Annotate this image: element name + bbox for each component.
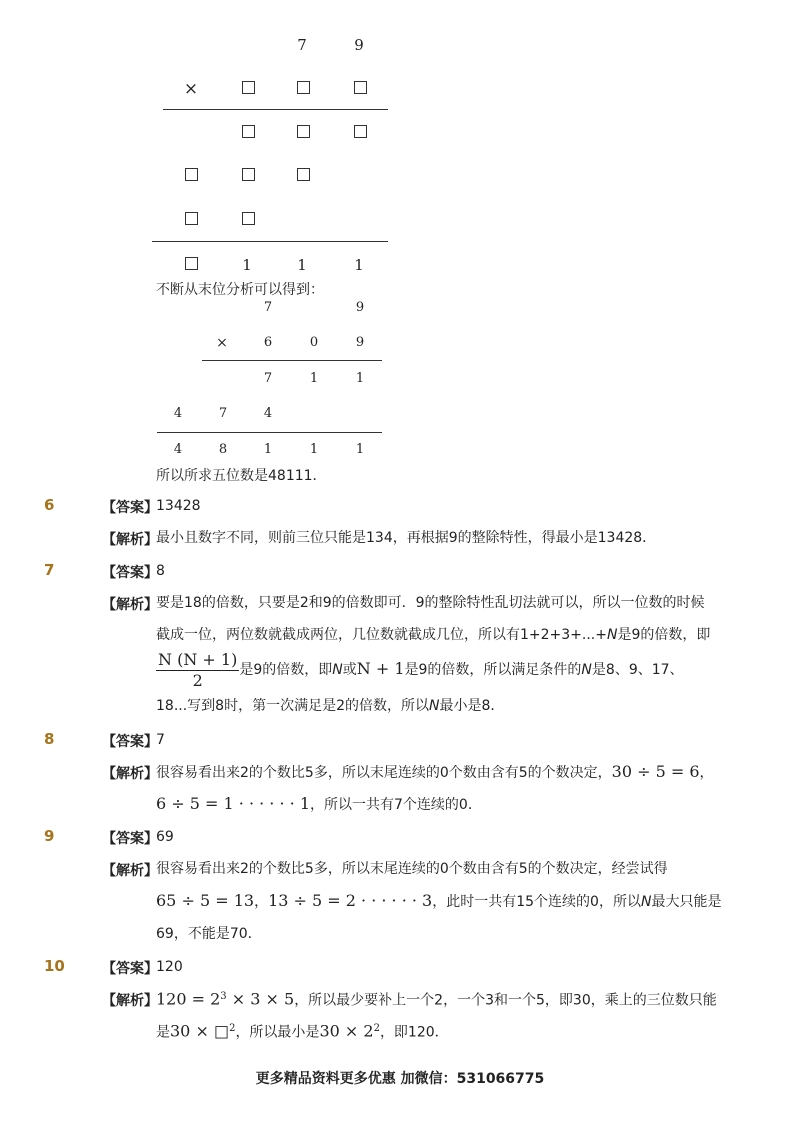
digit: 0	[309, 335, 319, 350]
problem-number: 6	[44, 496, 55, 514]
digit: 1	[355, 371, 365, 386]
digit: 1	[309, 371, 319, 386]
answer-value: 8	[156, 563, 165, 579]
digit: 1	[242, 256, 252, 274]
blank-box	[185, 168, 198, 181]
digit: 8	[218, 442, 228, 457]
conclusion-text: 所以所求五位数是48111．	[156, 468, 327, 484]
answer-value: 69	[156, 829, 174, 845]
divider-line	[202, 360, 382, 361]
digit: 4	[263, 406, 273, 421]
analysis-text: 很容易看出来2的个数比5多，所以末尾连续的0个数由含有5的个数决定，30 ÷ 5 = 6，	[156, 762, 714, 781]
digit: 9	[355, 300, 365, 315]
analysis-text: $\frac{N (N + 1)}{2}$ 是9的倍数，即N或N + 1是9的倍数，所以满足条件的N是8、9、17、	[158, 649, 684, 690]
analysis-label: 【解析】	[102, 597, 158, 613]
analysis-text: 最小且数字不同，则前三位只能是134，再根据9的整除特性，得最小是13428．	[156, 530, 657, 546]
analysis-text: 截成一位，两位数就截成两位，几位数就截成几位，所以有1+2+3+...+N是9的倍数，即	[156, 627, 711, 643]
digit: 9	[355, 335, 365, 350]
digit: 7	[263, 300, 273, 315]
fraction: $\frac{N (N + 1)}{2}$	[158, 649, 238, 690]
blank-box	[242, 125, 255, 138]
analysis-text: 18...写到8时，第一次满足是2的倍数，所以N最小是8．	[156, 698, 505, 714]
digit: 1	[297, 256, 307, 274]
blank-box	[354, 81, 367, 94]
digit: 1	[355, 442, 365, 457]
digit: 9	[354, 36, 364, 54]
blank-box	[242, 168, 255, 181]
digit: 4	[173, 442, 183, 457]
answer-label: 【答案】	[102, 831, 158, 847]
blank-box	[297, 125, 310, 138]
divider-line	[163, 109, 388, 110]
blank-box	[242, 81, 255, 94]
blank-box	[185, 212, 198, 225]
problem-number: 8	[44, 730, 55, 748]
answer-label: 【答案】	[102, 734, 158, 750]
answer-value: 120	[156, 959, 183, 975]
divider-line	[152, 241, 388, 242]
answer-label: 【答案】	[102, 565, 158, 581]
analysis-label: 【解析】	[102, 532, 158, 548]
problem-number: 9	[44, 827, 55, 845]
blank-box	[185, 257, 198, 270]
blank-box	[354, 125, 367, 138]
analysis-text: 要是18的倍数，只要是2和9的倍数即可．9的整除特性乱切法就可以，所以一位数的时候	[156, 595, 705, 611]
answer-label: 【答案】	[102, 500, 158, 516]
digit: 7	[218, 406, 228, 421]
analysis-text: 很容易看出来2的个数比5多，所以末尾连续的0个数由含有5的个数决定，经尝试得	[156, 861, 668, 877]
times-sign: ×	[183, 79, 199, 99]
analysis-text: 是30 × □$^2$，所以最小是$30 \times 2^2$，即120．	[156, 1021, 449, 1041]
analysis-text: 69，不能是70．	[156, 926, 262, 942]
analysis-text: 6 ÷ 5 = 1 · · · · · · 1，所以一共有7个连续的0．	[156, 794, 482, 813]
problem-number: 10	[44, 957, 65, 975]
answer-value: 13428	[156, 498, 201, 514]
intro-text: 不断从末位分析可以得到：	[156, 282, 324, 298]
analysis-label: 【解析】	[102, 863, 158, 879]
digit: 1	[309, 442, 319, 457]
divider-line	[157, 432, 382, 433]
digit: 1	[263, 442, 273, 457]
digit: 7	[263, 371, 273, 386]
digit: 4	[173, 406, 183, 421]
blank-box	[297, 81, 310, 94]
times-sign: ×	[216, 335, 228, 351]
answer-value: 7	[156, 732, 165, 748]
digit: 7	[297, 36, 307, 54]
analysis-text: $120 = 2^3 \times 3 \times 5$，所以最少要补上一个2，一个3和一个5，即30，乘上的三位数只能	[156, 989, 717, 1009]
problem-number: 7	[44, 561, 55, 579]
blank-box	[297, 168, 310, 181]
digit: 6	[263, 335, 273, 350]
answer-label: 【答案】	[102, 961, 158, 977]
blank-box	[242, 212, 255, 225]
analysis-label: 【解析】	[102, 993, 158, 1009]
analysis-label: 【解析】	[102, 766, 158, 782]
analysis-text: 65 ÷ 5 = 13，13 ÷ 5 = 2 · · · · · · 3，此时一共有15个连续的0，所以N最大只能是	[156, 891, 722, 910]
footer-promo: 更多精品资料更多优惠 加微信：531066775	[255, 1071, 545, 1087]
digit: 1	[354, 256, 364, 274]
